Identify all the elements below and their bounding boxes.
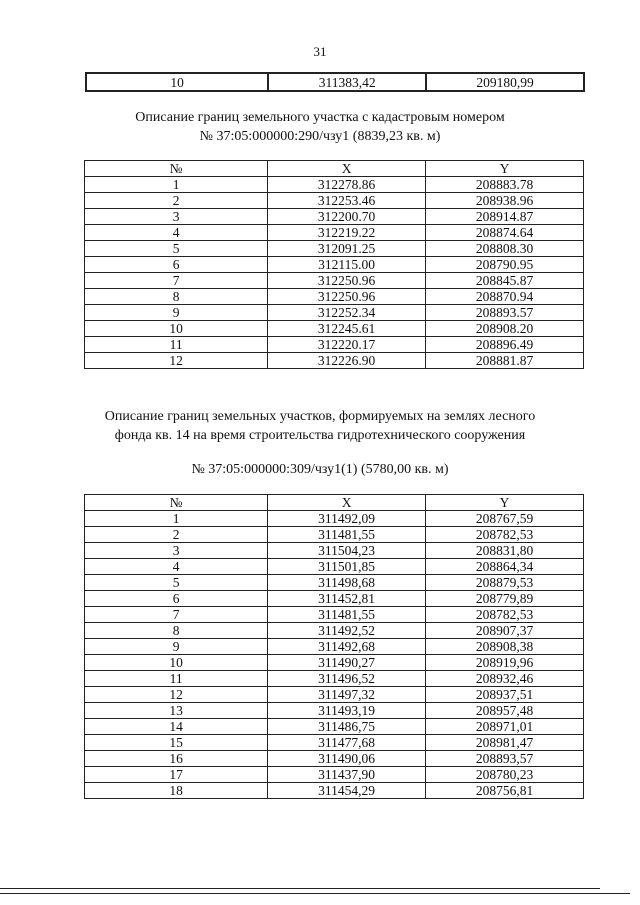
row-number: 2 <box>85 193 268 209</box>
table-row <box>86 73 584 91</box>
row-number: 12 <box>85 687 268 703</box>
y-value: 208907,37 <box>426 623 584 639</box>
row-number: 7 <box>85 273 268 289</box>
table-row <box>85 273 584 289</box>
y-value: 208782,53 <box>426 527 584 543</box>
x-value: 311493,19 <box>268 703 426 719</box>
x-value: 311498,68 <box>268 575 426 591</box>
x-value: 312252.34 <box>268 305 426 321</box>
table-row <box>85 257 584 273</box>
x-value: 311504,23 <box>268 543 426 559</box>
row-number: 1 <box>85 511 268 527</box>
x-value: 311496,52 <box>268 671 426 687</box>
row-number: 4 <box>85 225 268 241</box>
y-value: 208870.94 <box>426 289 584 305</box>
y-value: 208914.87 <box>426 209 584 225</box>
table-row <box>85 543 584 559</box>
row-number: 11 <box>85 671 268 687</box>
column-header-y: Y <box>426 495 584 511</box>
row-number: 2 <box>85 527 268 543</box>
row-number: 18 <box>85 783 268 799</box>
table-row <box>85 575 584 591</box>
row-number: 5 <box>85 241 268 257</box>
footer-rule <box>0 888 600 894</box>
x-value: 311492,68 <box>268 639 426 655</box>
x-value: 311492,52 <box>268 623 426 639</box>
table-row <box>85 559 584 575</box>
table-row <box>85 703 584 719</box>
table-row <box>85 639 584 655</box>
x-value: 312226.90 <box>268 353 426 369</box>
table-row <box>85 735 584 751</box>
y-value: 208881.87 <box>426 353 584 369</box>
row-number: 6 <box>85 591 268 607</box>
x-value: 312278.86 <box>268 177 426 193</box>
row-number: 1 <box>85 177 268 193</box>
row-number: 15 <box>85 735 268 751</box>
table-row <box>85 177 584 193</box>
row-number: 4 <box>85 559 268 575</box>
y-value: 208782,53 <box>426 607 584 623</box>
y-value: 208790.95 <box>426 257 584 273</box>
table-row <box>85 767 584 783</box>
row-number: 11 <box>85 337 268 353</box>
x-value: 311501,85 <box>268 559 426 575</box>
section2-title <box>0 407 640 445</box>
x-value: 311486,75 <box>268 719 426 735</box>
table-row <box>85 607 584 623</box>
x-value: 311454,29 <box>268 783 426 799</box>
x-value: 312091.25 <box>268 241 426 257</box>
column-header-number: № <box>85 495 268 511</box>
y-value: 208767,59 <box>426 511 584 527</box>
table-row <box>85 719 584 735</box>
table-row <box>85 591 584 607</box>
x-value: 311383,42 <box>268 73 426 91</box>
y-value: 208981,47 <box>426 735 584 751</box>
column-header-x: X <box>268 495 426 511</box>
x-value: 312253.46 <box>268 193 426 209</box>
x-value: 312220.17 <box>268 337 426 353</box>
y-value: 208971,01 <box>426 719 584 735</box>
row-number: 9 <box>85 639 268 655</box>
y-value: 208864,34 <box>426 559 584 575</box>
section2-subtitle: № 37:05:000000:309/чзу1(1) (5780,00 кв. м) <box>191 462 449 477</box>
table-row <box>85 321 584 337</box>
y-value: 208779,89 <box>426 591 584 607</box>
x-value: 311452,81 <box>268 591 426 607</box>
section1-title-line2: № 37:05:000000:290/чзу1 (8839,23 кв. м) <box>199 129 441 144</box>
table-row <box>85 353 584 369</box>
y-value: 208845.87 <box>426 273 584 289</box>
section2-title-line2: фонда кв. 14 на время строительства гидротехнического сооружения <box>114 428 526 443</box>
row-number: 12 <box>85 353 268 369</box>
y-value: 208896.49 <box>426 337 584 353</box>
row-number: 6 <box>85 257 268 273</box>
x-value: 311481,55 <box>268 607 426 623</box>
row-number: 17 <box>85 767 268 783</box>
section2-coordinates-table <box>84 494 584 799</box>
row-number: 16 <box>85 751 268 767</box>
section1-title-line1: Описание границ земельного участка с кадастровым номером <box>135 110 505 125</box>
x-value: 311477,68 <box>268 735 426 751</box>
table-row <box>85 337 584 353</box>
y-value: 208780,23 <box>426 767 584 783</box>
section2-title-line1: Описание границ земельных участков, формируемых на землях лесного <box>104 409 536 424</box>
row-number: 8 <box>85 623 268 639</box>
x-value: 311497,32 <box>268 687 426 703</box>
footer-line <box>0 888 600 889</box>
row-number: 10 <box>85 655 268 671</box>
table-row <box>85 687 584 703</box>
row-number: 13 <box>85 703 268 719</box>
y-value: 208908,38 <box>426 639 584 655</box>
y-value: 208893.57 <box>426 305 584 321</box>
table-row <box>85 527 584 543</box>
y-value: 208919,96 <box>426 655 584 671</box>
x-value: 312219.22 <box>268 225 426 241</box>
x-value: 311437,90 <box>268 767 426 783</box>
table-row <box>85 751 584 767</box>
row-number: 14 <box>85 719 268 735</box>
x-value: 311492,09 <box>268 511 426 527</box>
x-value: 312200.70 <box>268 209 426 225</box>
table-row <box>85 225 584 241</box>
section1-title <box>0 108 640 146</box>
y-value: 209180,99 <box>426 73 584 91</box>
row-number: 8 <box>85 289 268 305</box>
x-value: 311490,06 <box>268 751 426 767</box>
x-value: 312250.96 <box>268 289 426 305</box>
table-row <box>85 209 584 225</box>
table-row <box>85 783 584 799</box>
y-value: 208908.20 <box>426 321 584 337</box>
y-value: 208874.64 <box>426 225 584 241</box>
row-number: 10 <box>86 73 268 91</box>
column-header-number: № <box>85 161 268 177</box>
y-value: 208937,51 <box>426 687 584 703</box>
row-number: 7 <box>85 607 268 623</box>
table-row <box>85 193 584 209</box>
table-row <box>85 241 584 257</box>
page-number: 31 <box>313 44 327 59</box>
y-value: 208756,81 <box>426 783 584 799</box>
x-value: 312245.61 <box>268 321 426 337</box>
x-value: 312250.96 <box>268 273 426 289</box>
table-row <box>85 671 584 687</box>
x-value: 311490,27 <box>268 655 426 671</box>
column-header-x: X <box>268 161 426 177</box>
table-header-row <box>85 495 584 511</box>
y-value: 208932,46 <box>426 671 584 687</box>
footer-line <box>0 893 630 894</box>
section1-coordinates-table <box>84 160 584 369</box>
row-number: 3 <box>85 209 268 225</box>
table-row <box>85 511 584 527</box>
row-number: 3 <box>85 543 268 559</box>
y-value: 208883.78 <box>426 177 584 193</box>
x-value: 311481,55 <box>268 527 426 543</box>
y-value: 208831,80 <box>426 543 584 559</box>
y-value: 208808.30 <box>426 241 584 257</box>
x-value: 312115.00 <box>268 257 426 273</box>
column-header-y: Y <box>426 161 584 177</box>
table-header-row <box>85 161 584 177</box>
continuation-table <box>85 72 585 92</box>
row-number: 5 <box>85 575 268 591</box>
table-row <box>85 305 584 321</box>
row-number: 10 <box>85 321 268 337</box>
y-value: 208938.96 <box>426 193 584 209</box>
table-row <box>85 289 584 305</box>
y-value: 208893,57 <box>426 751 584 767</box>
table-row <box>85 655 584 671</box>
row-number: 9 <box>85 305 268 321</box>
y-value: 208957,48 <box>426 703 584 719</box>
y-value: 208879,53 <box>426 575 584 591</box>
table-row <box>85 623 584 639</box>
